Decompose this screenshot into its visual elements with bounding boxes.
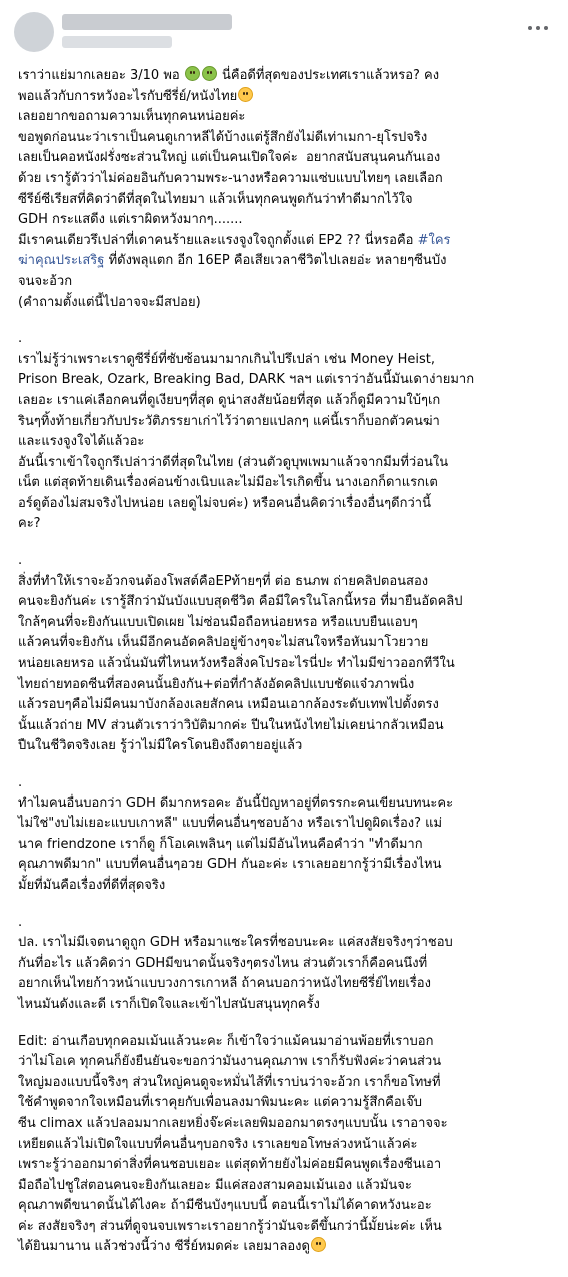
- post-text: คุณภาพดีมาก" แบบที่คนอื่นๆอวย GDH กันอะค่ะ เราเลยอยากรู้ว่ามีเรื่องไหน: [18, 857, 442, 873]
- post-line: [18, 1073, 550, 1094]
- post-line: [18, 1114, 550, 1135]
- post-line: [18, 1237, 550, 1258]
- post-text: ปล. เราไม่มีเจตนาดูถูก GDH หรือมาแซะใครที่ชอบนะคะ แค่สงสัยจริงๆว่าชอบ: [18, 935, 453, 951]
- post-line: [18, 1052, 550, 1073]
- post-line: [18, 107, 550, 128]
- post-text: สิ่งที่ทำให้เราจะอ้วกจนต้องโพสต์คือEPท้ายๆที่ ต่อ ธนภพ ถ่ายคลิปตอนสอง: [18, 573, 429, 589]
- post-text: เน็ต แต่สุดท้ายเดินเรื่องค่อนข้างเนิบและไม่มีอะไรเกิดขึ้น นางเอกก็ดาแรกเต: [18, 475, 438, 491]
- post-line: [18, 391, 550, 412]
- post-line: [18, 350, 550, 371]
- post-line: [18, 1176, 550, 1197]
- post-line: [18, 736, 550, 757]
- post-text: คนจะยิงกันค่ะ เรารู้สึกว่ามันบังแบบสุดชีวิต คือมีใครในโลกนี้หรอ ที่มายืนอัดคลิป: [18, 594, 463, 610]
- post-text: และแรงจูงใจได้แล้วอะ: [18, 434, 145, 450]
- post-line: [18, 695, 550, 716]
- post-text: ด้วย เรารู้ตัวว่าไม่ค่อยอินกับความพระ-นางหรือความแซ่บแบบไทยๆ เลยเลือก: [18, 170, 443, 186]
- post-line: [18, 654, 550, 675]
- post-text: เราไม่รู้ว่าเพราะเราดูซีรี่ย์ที่ซับซ้อนมามากเกินไปรึเปล่า เช่น Money Heist,: [18, 351, 436, 367]
- post-text: นั้นแล้วถ่าย MV ส่วนตัวเราว่าวิบัติมากค่ะ ปีนในหนังไทยไม่เคยน่ากลัวเหมือน: [18, 717, 444, 733]
- post-line: [18, 592, 550, 613]
- post-line: [18, 675, 550, 696]
- post-text: ขอพูดก่อนนะว่าเราเป็นคนดูเกาหลีได้บ้างแต่รู้สึกยังไม่ดีเท่าเมกา-ยุโรปจริง: [18, 129, 428, 145]
- post-line: [18, 633, 550, 654]
- post-text: ไม่ใช่"งบไม่เยอะแบบเกาหลี" แบบที่คนอื่นๆชอบอ้าง หรือเราไปดูผิดเรื่อง? แม่: [18, 816, 443, 832]
- post-line: [18, 494, 550, 515]
- post-text: มือถือไปชูใส่ตอนคนจะยิงกันเลยอะ มีแค่สองสามคอมเม้นเอง แล้วมันจะ: [18, 1177, 412, 1193]
- post-line: [18, 954, 550, 975]
- post-line: [18, 814, 550, 835]
- post-line: [18, 974, 550, 995]
- post-body: [18, 66, 550, 1274]
- sick-face-emoji-icon: [202, 66, 217, 81]
- more-horizontal-icon: [536, 26, 540, 30]
- post-line: [18, 913, 550, 934]
- post-line: [18, 1155, 550, 1176]
- post-line: [18, 432, 550, 453]
- post-text: ใหญ่มองแบบนี้จริงๆ ส่วนใหญ่คนดูจะหมั่นไส้ที่เราบ่นว่าจะอ้วก เราก็ขอโทษที่: [18, 1074, 441, 1090]
- post-paragraph: [18, 66, 550, 313]
- post-line: [18, 293, 550, 314]
- post-line: [18, 169, 550, 190]
- post-text: Prison Break, Ozark, Breaking Bad, DARK ฯลฯ แต่เราว่าอันนี้มันเดาง่ายมาก: [18, 372, 475, 388]
- post-line: [18, 66, 550, 87]
- post-line: [18, 613, 550, 634]
- sick-face-emoji-icon: [185, 66, 200, 81]
- post-text: ว่าไม่โอเค ทุกคนก็ยังยืนยันจะขอกว่ามันงานคุณภาพ เราก็รับฟังค่ะว่าคนส่วน: [18, 1054, 442, 1070]
- avatar[interactable]: [14, 12, 54, 52]
- post-text: เลยอะ เราแค่เลือกคนที่ดูเงียบๆที่สุด ดูน่าสงสัยน้อยที่สุด แล้วก็ดูมีความใบ้ๆเก: [18, 392, 441, 408]
- post-text: ไหนมันดังและดี เราก็เปิดใจและเข้าไปสนับสนุนทุกครั้ง: [18, 996, 320, 1012]
- post-text: อร์ดูต้องไม่สมจริงไปหน่อย เลยดูไม่จบค่ะ) หรือคนอื่นคิดว่าเรื่องอื่นๆดีกว่านี้: [18, 495, 431, 511]
- post-line: [18, 551, 550, 572]
- sad-face-emoji-icon: [238, 87, 253, 102]
- post-line: [18, 473, 550, 494]
- more-horizontal-icon: [544, 26, 548, 30]
- post-text: ได้ยินมานาน แล้วช่วงนี้ว่าง ซีรี่ย์หมดค่ะ เลยมาลองดู: [18, 1239, 310, 1255]
- post-text: ใกล้ๆคนที่จะยิงกันแบบเปิดเผย ไม่ซ่อนมือถือหน่อยหรอ หรือแบบยืนแอบๆ: [18, 614, 418, 630]
- post-text: ใช้คำพูดจากใจเหมือนที่เราคุยกับเพื่อนลงมาพิมนะคะ แต่ความรู้สึกคือเจ๊บ: [18, 1095, 422, 1111]
- post-paragraph: [18, 551, 550, 757]
- post-text: ค่ะ สงสัยจริงๆ ส่วนที่ดูจนจบเพราะเราอยากรู้ว่ามันจะดีขึ้นกว่านี้มั้ยน่ะค่ะ เห็น: [18, 1218, 442, 1234]
- post-text: หน่อยเลยหรอ แล้วนั่นมันที่ไหนหวังหรือสิ่งคโปรอะไรนี่ปะ ทำไมมีข่าวออกทีวีใน: [18, 656, 455, 672]
- post-text: ปืนในชีวิตจริงเลย รู้ว่าไม่มีใครโดนยิงถึงตายอยู่แล้ว: [18, 738, 303, 754]
- post-line: [18, 412, 550, 433]
- post-text: มั้ยที่มันคือเรื่องที่ดีที่สุดจริง: [18, 877, 166, 893]
- post-text: รินๆทิ้งท้ายเกี่ยวกับประวัติภรรยาเก่าไว้ว่าตายแปลกๆ แค่นี้เราก็บอกตัวคนฆ่า: [18, 413, 440, 429]
- post-text: มีเราคนเดียวรึเปล่าที่เดาคนร้ายและแรงจูงใจถูกตั้งแต่ EP2 ?? นี่หรอคือ: [18, 232, 418, 248]
- post-text: จนจะอ้วก: [18, 273, 73, 289]
- post-text: เพราะรู้ว่าออกมาด่าสิ่งที่คนชอบเยอะ แต่สุดท้ายยังไม่ค่อยมีคนพูดเรื่องซีนเอา: [18, 1157, 442, 1173]
- post-line: [18, 835, 550, 856]
- post-text: ซีน climax แล้วปลอมมากเลยหยิ่งจ๊ะค่ะเลยพิมออกมาตรงๆแบบนั้น เราอาจจะ: [18, 1115, 448, 1131]
- post-text: .: [18, 331, 23, 347]
- post-line: [18, 210, 550, 231]
- post-text: เหยียดแล้วไม่เปิดใจแบบที่คนอื่นๆบอกจริง เราเลยขอโทษล่วงหน้าแล้วค่ะ: [18, 1136, 418, 1152]
- post-text: .: [18, 775, 23, 790]
- post-text: นี่คือดีที่สุดของประเทศเราแล้วหรอ? คง: [217, 68, 440, 83]
- more-options-button[interactable]: [522, 16, 554, 40]
- post-line: [18, 329, 550, 350]
- more-horizontal-icon: [528, 26, 532, 30]
- post-meta-redacted: [62, 36, 172, 48]
- post-text: คุณภาพดีขนาดนั้นได้ไงคะ ถ้ามีซีนบังๆแบบนี้ ตอนนี้เราไม่ได้คาดหวังนะอะ: [18, 1198, 432, 1214]
- post-line: [18, 128, 550, 149]
- post-header: [0, 0, 568, 62]
- post-line: [18, 148, 550, 169]
- post-line: [18, 572, 550, 593]
- post-line: [18, 933, 550, 954]
- post-paragraph: [18, 773, 550, 897]
- post-line: [18, 1093, 550, 1114]
- post-text: ที่ดังพลุแตก อีก 16EP คือเสียเวลาชีวิตไปเลยอ่ะ หลายๆซีนบัง: [104, 253, 447, 269]
- post-paragraph: [18, 913, 550, 1016]
- post-text: ทำไมคนอื่นบอกว่า GDH ดีมากหรอคะ อันนี้ปัญหาอยู่ที่ตรรกะคนเขียนบทนะคะ: [18, 795, 454, 811]
- post-text: ซีรีย์ซีเรียสที่คิดว่าดีที่สุดในไทยมา แล้วเห็นทุกคนพูดกันว่าทำดีมากไว้ใจ: [18, 191, 413, 207]
- post-line: [18, 876, 550, 897]
- post-line: [18, 514, 550, 535]
- post-text: เลยอยากขอถามความเห็นทุกคนหน่อยค่ะ: [18, 109, 246, 125]
- post-text: คะ?: [18, 516, 41, 532]
- post-line: [18, 1135, 550, 1156]
- author-name-redacted[interactable]: [62, 14, 232, 30]
- post-line: [18, 231, 550, 252]
- post-line: [18, 773, 550, 794]
- hashtag-link[interactable]: #ใคร: [417, 232, 451, 248]
- post-text: GDH กระแสดีง แต่เราผิดหวังมากๆ.......: [18, 212, 243, 228]
- post-line: [18, 716, 550, 737]
- post-text: เราว่าแย่มากเลยอะ 3/10 พอ: [18, 68, 184, 83]
- post-text: อันนี้เราเข้าใจถูกรึเปล่าว่าดีที่สุดในไทย (ส่วนตัวดูบุพเพมาแล้วจากมีมที่ว่อนใน: [18, 454, 449, 470]
- post-text: .: [18, 914, 23, 930]
- post-text: ไทยถ่ายทอดซีนที่สองคนนั้นยิงกัน+ต่อที่กำลังอัดคลิปแบบชัดแจ๋วภาพนิ่ง: [18, 676, 415, 692]
- post-text: เลยเป็นคอหนังฝรั่งซะส่วนใหญ่ แต่เป็นคนเปิดใจค่ะ อยากสนับสนุนคนกันเอง: [18, 150, 441, 166]
- hashtag-link[interactable]: ฆ่าคุณประเสริฐ: [18, 253, 105, 269]
- post-line: [18, 190, 550, 211]
- post-text: แล้วคนที่จะยิงกัน เห็นมีอีกคนอัดคลิปอยู่ข้างๆจะไม่สนใจหรือหันมาโวยวาย: [18, 635, 429, 651]
- post-line: [18, 251, 550, 272]
- post-text: แล้วรอบๆคือไม่มีคนมาบังกล้องเลยสักคน เหมือนเอากล้องระดับเทพไปตั้งตรง: [18, 697, 439, 713]
- post-line: [18, 855, 550, 876]
- post-text: พอแล้วกับการหวังอะไรกับซีรี่ย์/หนังไทย: [18, 88, 238, 104]
- post-text: นาค friendzone เราก็ดู ก็โอเคเพลินๆ แต่ไม่มีอันไหนคือคำว่า "ทำดีมาก: [18, 836, 423, 852]
- post-line: [18, 453, 550, 474]
- post-text: อยากเห็นไทยก้าวหน้าแบบวงการเกาหลี ถ้าคนบอกว่าหนังไทยซีรี่ย์ไทยเรื่อง: [18, 976, 431, 992]
- post-text: (คำถามตั้งแต่นี้ไปอาจจะมีสปอย): [18, 294, 201, 310]
- post-line: [18, 370, 550, 391]
- post-line: [18, 1196, 550, 1217]
- post-text: .: [18, 553, 23, 569]
- post-line: [18, 1217, 550, 1238]
- sweat-face-emoji-icon: [311, 1237, 326, 1252]
- post-text: Edit: อ่านเกือบทุกคอมเม้นแล้วนะคะ ก็เข้าใจว่าแม้คนมาอ่านพ้อยที่เราบอก: [18, 1033, 434, 1049]
- post-text: กันที่อะไร แล้วคิดว่า GDHมีขนาดนั้นจริงๆตรงไหน ส่วนตัวเราก็คือคนนึงที่: [18, 955, 428, 971]
- post-paragraph: [18, 329, 550, 535]
- post-line: [18, 1032, 550, 1053]
- post-line: [18, 995, 550, 1016]
- post-line: [18, 87, 550, 108]
- post-paragraph: [18, 1032, 550, 1259]
- post-line: [18, 272, 550, 293]
- post-line: [18, 794, 550, 815]
